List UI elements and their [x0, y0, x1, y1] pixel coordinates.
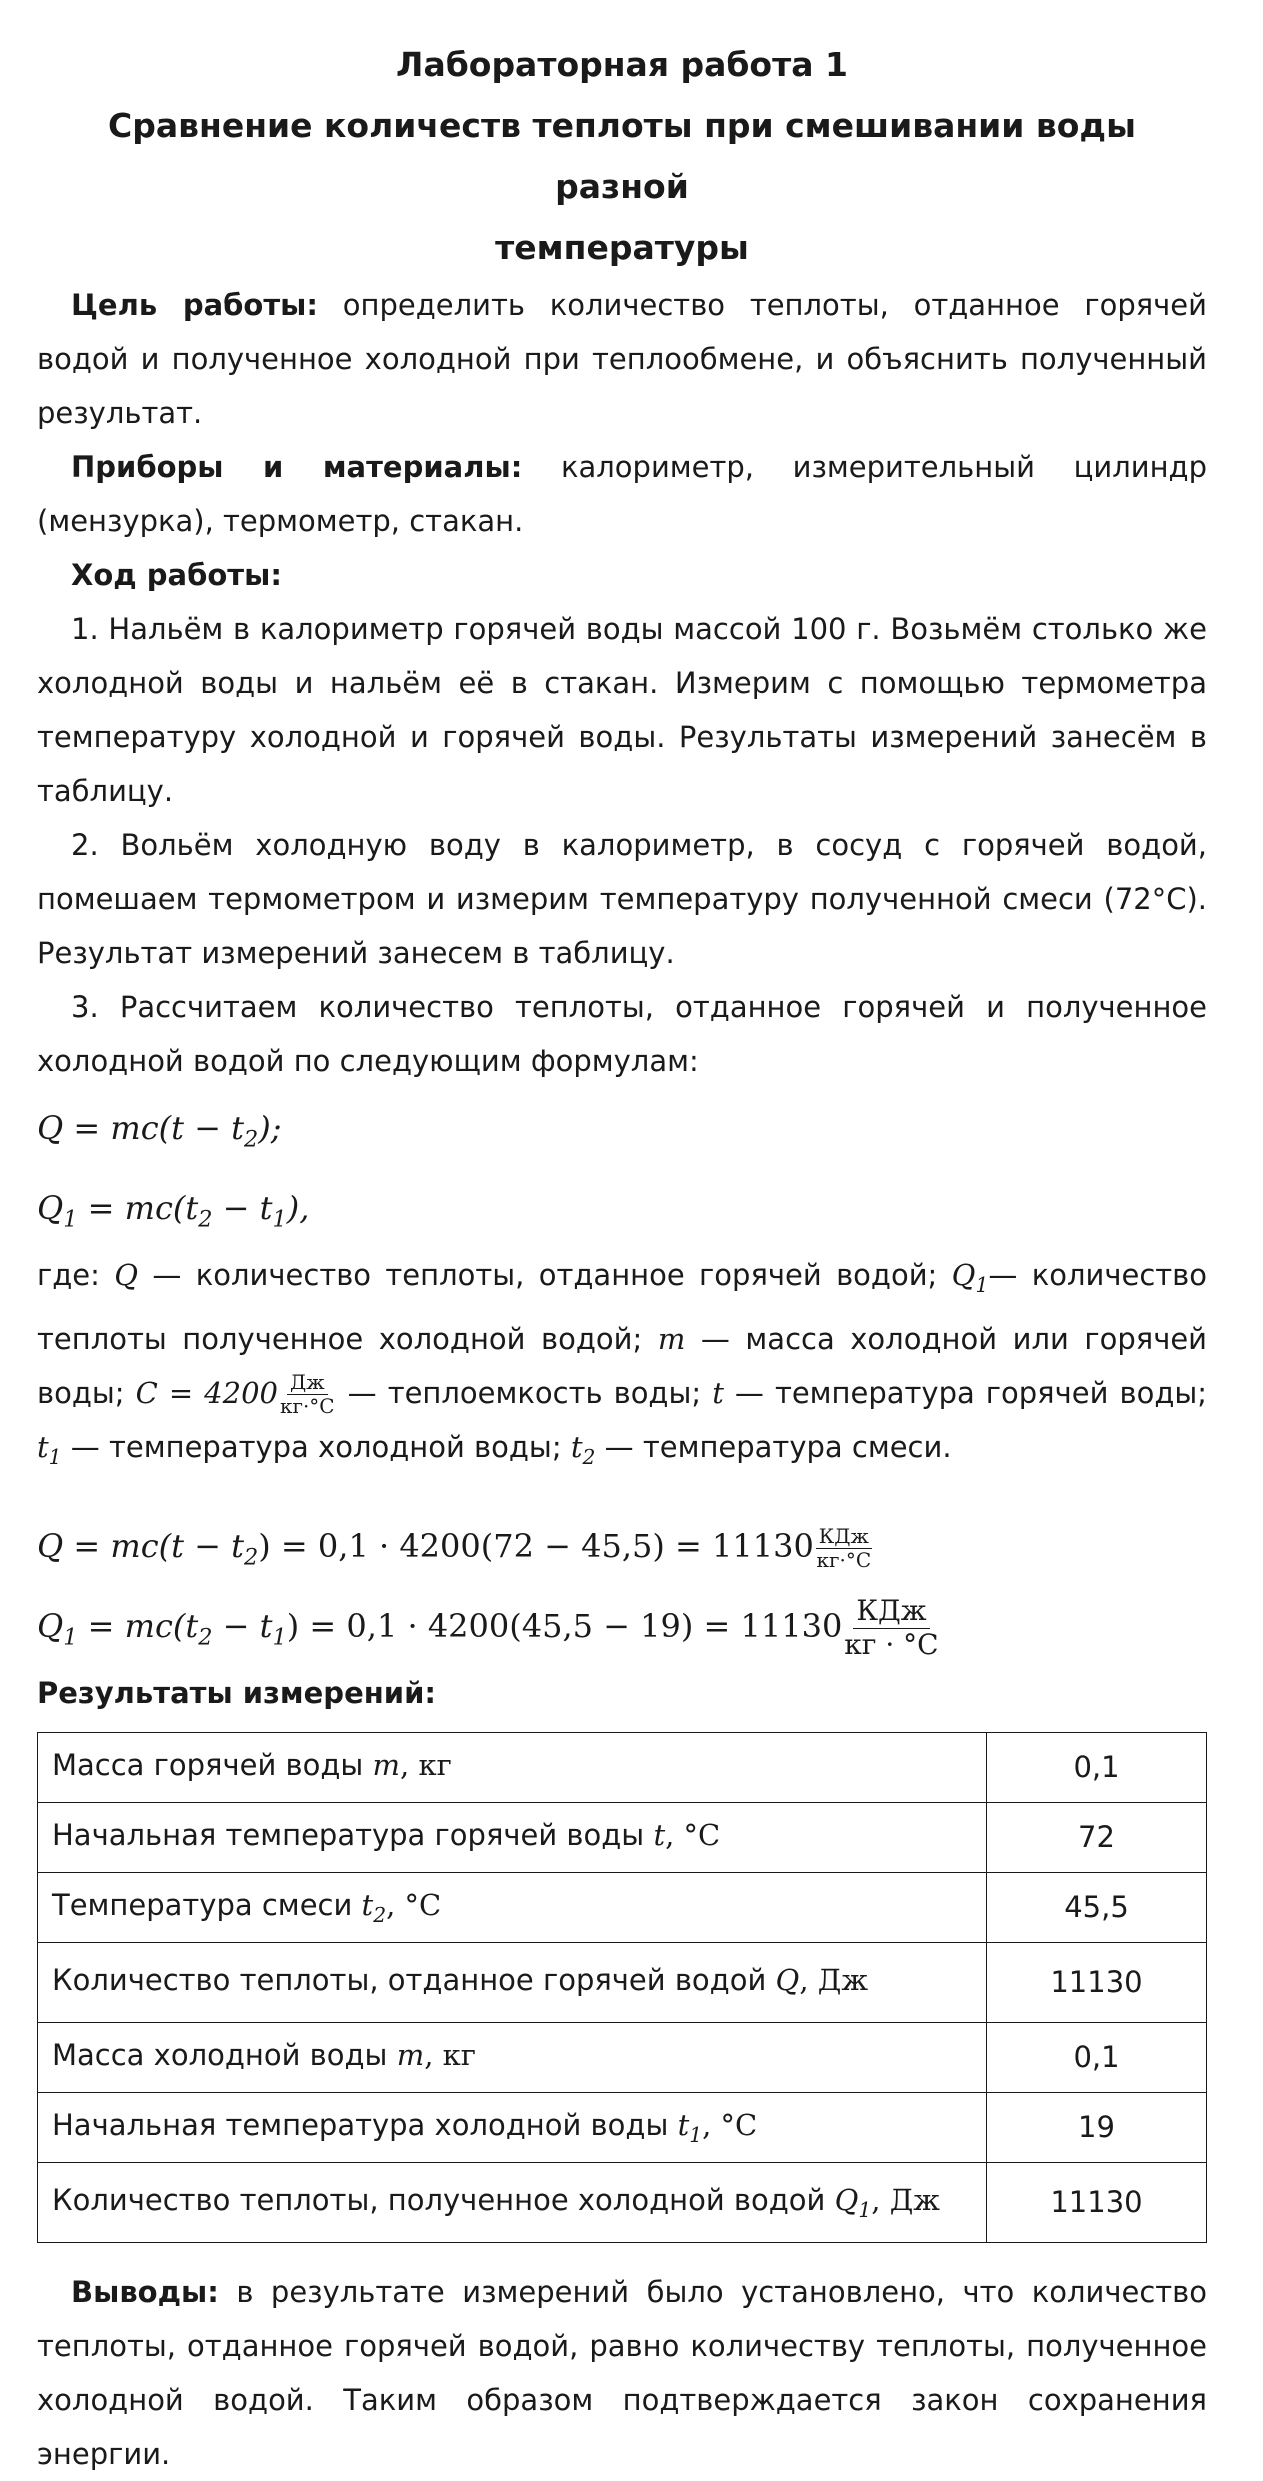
equipment-label: Приборы и материалы: — [71, 450, 523, 484]
calc-heat-received: $Q_1 = mc(t_2 - t_1) = 0,1 \cdot 4200(45,5 - 19) = 11130$ $\frac{\text{КДж}}{кг \cdot ^\circ С}$ — [37, 1594, 939, 1661]
subtitle-line-2: температуры — [495, 228, 749, 267]
quantity-value: 0,1 — [987, 1732, 1207, 1802]
table-row — [38, 1732, 1207, 1802]
results-label: Результаты измерений: — [37, 1675, 437, 1710]
quantity-value: 72 — [987, 1802, 1207, 1872]
quantity-label: Начальная температура горячей воды t, °С — [38, 1802, 987, 1872]
procedure-step-2: 2. Вольём холодную воду в калориметр, в сосуд с горячей водой, помешаем термометром и измерим температуру полученной смеси (72°С). Результат измерений занесем в таблицу. — [37, 828, 1207, 970]
document-subtitle — [37, 95, 1207, 278]
legend-paragraph: где: Q — количество теплоты, отданное горячей водой; $Q_1—$ количество теплоты полученное холодной водой; m — масса холодной или горячей воды; C = 4200 $\frac{Дж}{кг\cdot^\circ С}$ — теплоемкость воды; t — температура горячей воды; $t_1$ — температура холодной воды; $t_2$ — температура смеси. — [37, 1258, 1208, 1469]
document-title: Лабораторная работа 1 — [396, 45, 848, 84]
conclusion-paragraph — [37, 2265, 1207, 2481]
quantity-value: 11130 — [987, 1942, 1207, 2022]
quantity-label: Масса холодной воды m, кг — [38, 2022, 987, 2092]
results-table — [37, 1732, 1207, 2243]
quantity-value: 19 — [987, 2092, 1207, 2162]
conclusion-text: в результате измерений было установлено, что количество теплоты, отданное горячей водой, равно количеству теплоты, полученное холодной водой. Таким образом подтверждается закон сохранения энергии. — [37, 2274, 1208, 2471]
goal-text: определить количество теплоты, отданное горячей водой и полученное холодной при теплообмене, и объяснить полученный результат. — [37, 288, 1207, 430]
quantity-label: Количество теплоты, отданное горячей водой Q, Дж — [38, 1942, 987, 2022]
table-row — [38, 1942, 1207, 2022]
equipment-text: калориметр, измерительный цилиндр (мензурка), термометр, стакан. — [37, 450, 1207, 538]
document-page — [37, 34, 1207, 2481]
calc-heat-given: $Q = mc(t - t_2) = 0,1 \cdot 4200(72 - 45,5) = 11130$ $\frac{\text{КДж}}{кг\cdot^\circ С}$ — [37, 1523, 872, 1572]
heat-capacity-unit: $\frac{Дж}{кг\cdot^\circ С}$ — [279, 1370, 335, 1419]
procedure-step-1: 1. Нальём в калориметр горячей воды массой 100 г. Возьмём столько же холодной воды и нальём её в стакан. Измерим с помощью термометра температуру холодной и горячей воды. Результаты измерений занесём в таблицу. — [37, 612, 1207, 808]
goal-paragraph — [37, 278, 1207, 440]
quantity-label: Начальная температура холодной воды $t_1$, °С — [38, 2092, 987, 2162]
procedure-label: Ход работы: — [71, 558, 282, 592]
quantity-value: 0,1 — [987, 2022, 1207, 2092]
quantity-label: Масса горячей воды m, кг — [38, 1732, 987, 1802]
table-row — [38, 1802, 1207, 1872]
calc-2-unit: $\frac{\text{КДж}}{кг \cdot ^\circ С}$ — [844, 1594, 939, 1661]
quantity-value: 45,5 — [987, 1872, 1207, 1942]
quantity-label: Количество теплоты, полученное холодной водой $Q_1$, Дж — [38, 2162, 987, 2242]
calc-1-unit: $\frac{\text{КДж}}{кг\cdot^\circ С}$ — [816, 1523, 872, 1572]
conclusion-label: Выводы: — [71, 2274, 219, 2309]
goal-label: Цель работы: — [71, 288, 318, 322]
formula-heat-given: $Q = mc(t - t_2)$; — [37, 1109, 282, 1153]
table-row — [38, 2022, 1207, 2092]
quantity-label: Температура смеси $t_2$, °С — [38, 1872, 987, 1942]
table-row — [38, 1872, 1207, 1942]
subtitle-line-1: Сравнение количеств теплоты при смешивании воды разной — [108, 106, 1136, 206]
table-row — [38, 2162, 1207, 2242]
table-row — [38, 2092, 1207, 2162]
quantity-value: 11130 — [987, 2162, 1207, 2242]
formula-heat-received: $Q_1 = mc(t_2 - t_1)$, — [37, 1189, 310, 1233]
equipment-paragraph — [37, 440, 1207, 548]
procedure-step-3: 3. Рассчитаем количество теплоты, отданное горячей и полученное холодной водой по следующим формулам: — [37, 990, 1207, 1078]
